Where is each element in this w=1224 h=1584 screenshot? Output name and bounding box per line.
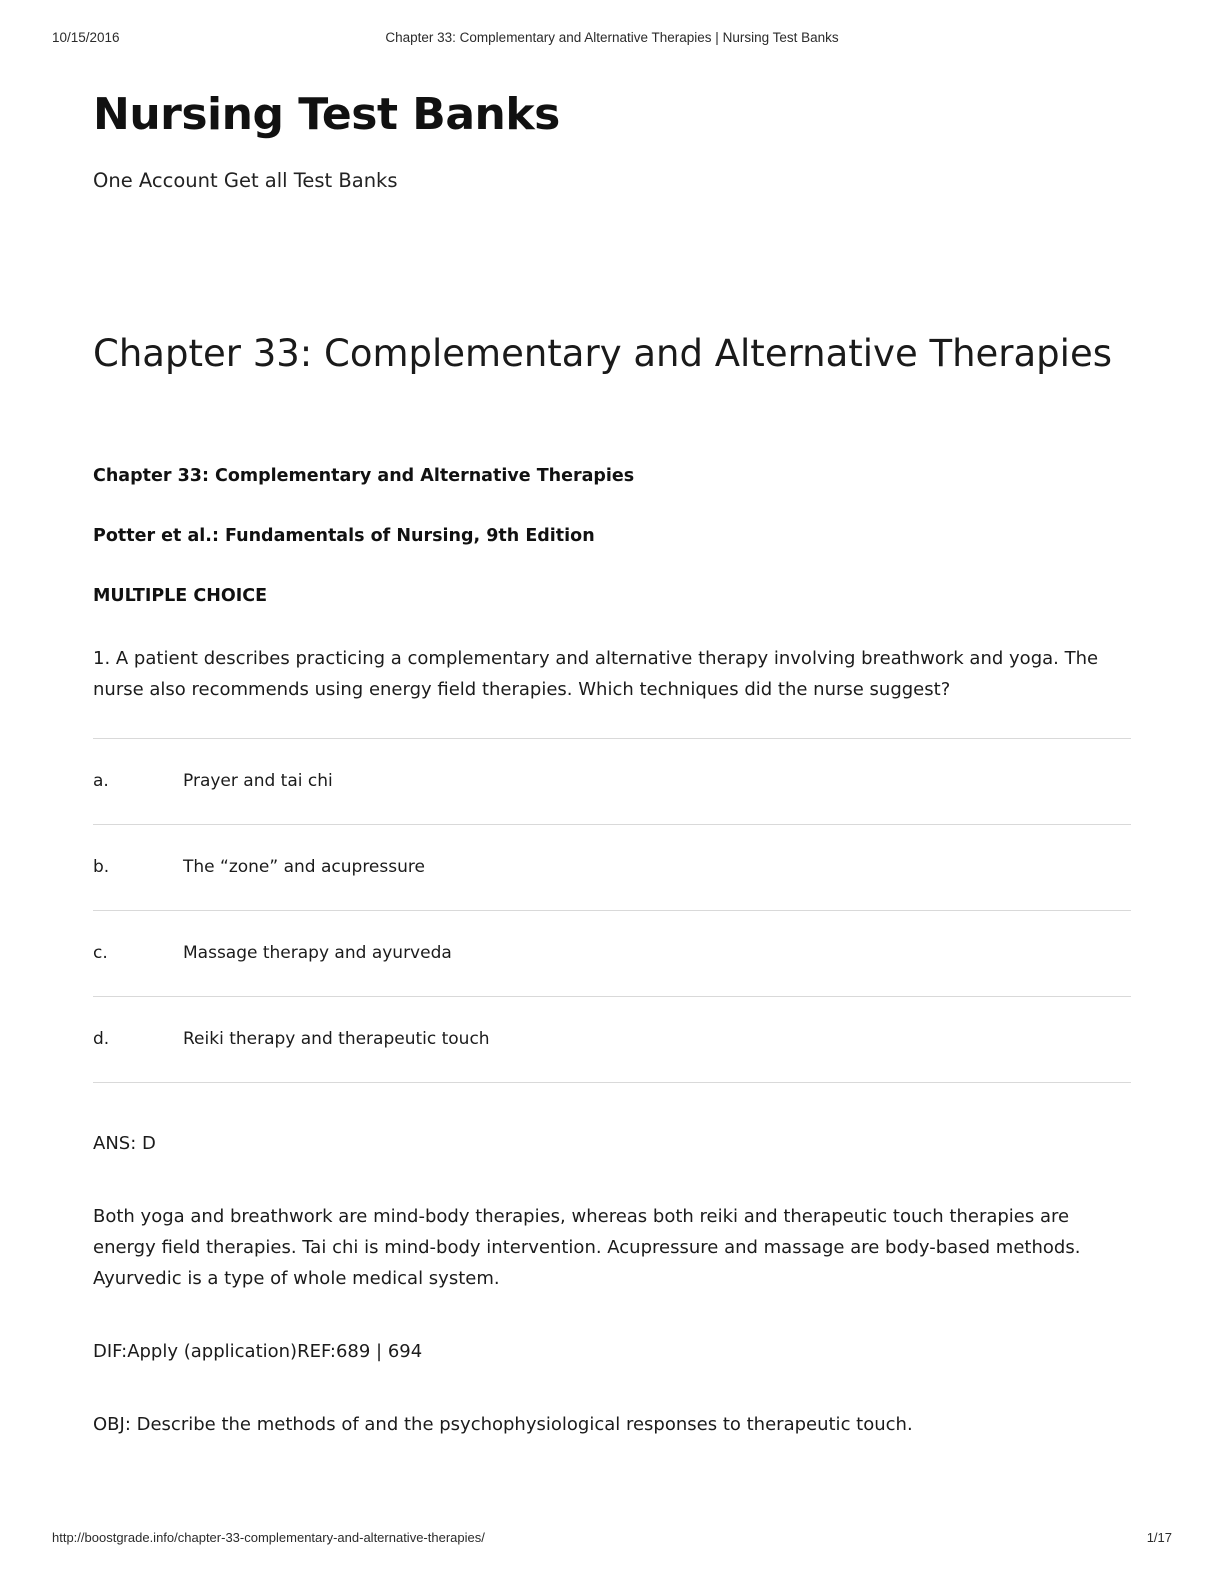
textbook-source: Potter et al.: Fundamentals of Nursing, 9th Edition [93,526,595,546]
answer-option-b [93,825,1131,911]
document-header-title: Chapter 33: Complementary and Alternative Therapies | Nursing Test Banks [385,30,839,45]
article-body [93,466,1131,1441]
answer-option-a [93,739,1131,825]
answer-letter: b. [93,857,110,878]
site-title: Nursing Test Banks [93,89,560,140]
answer-explanation-block [93,1129,1131,1441]
answer-option-d [93,997,1131,1083]
page-content [93,78,1131,1435]
answer-letter: d. [93,1029,110,1050]
running-header [0,30,1224,50]
running-footer [0,1530,1224,1548]
answer-text: The “zone” and acupressure [183,857,425,878]
page-title: Chapter 33: Complementary and Alternative Therapies [93,332,1112,375]
print-date: 10/15/2016 [52,30,120,45]
answer-letter: a. [93,771,109,792]
source-url: http://boostgrade.info/chapter-33-complementary-and-alternative-therapies/ [52,1530,485,1545]
answer-letter: c. [93,943,108,964]
answer-text: Reiki therapy and therapeutic touch [183,1029,490,1050]
objective-text: OBJ: Describe the methods of and the psychophysiological responses to therapeutic touch. [93,1413,913,1435]
section-label: MULTIPLE CHOICE [93,586,268,606]
answer-options-list [93,738,1131,1083]
rationale-text: Both yoga and breathwork are mind-body therapies, whereas both reiki and therapeutic touch therapies are energy field therapies. Tai chi is mind-body intervention. Acupressure and massage are body-based methods. Ayurvedic is a type of whole medical system. [93,1205,1081,1289]
chapter-subheading: Chapter 33: Complementary and Alternative Therapies [93,466,635,486]
question-text: 1. A patient describes practicing a complementary and alternative therapy involving breathwork and yoga. The nurse also recommends using energy field therapies. Which techniques did the nurse suggest? [93,648,1099,700]
answer-option-c [93,911,1131,997]
answer-text: Massage therapy and ayurveda [183,943,452,964]
correct-answer: ANS: D [93,1132,156,1154]
difficulty-reference: DIF:Apply (application)REF:689 | 694 [93,1340,423,1362]
answer-text: Prayer and tai chi [183,771,333,792]
page-number: 1/17 [1146,1530,1172,1545]
site-tagline: One Account Get all Test Banks [93,168,398,192]
